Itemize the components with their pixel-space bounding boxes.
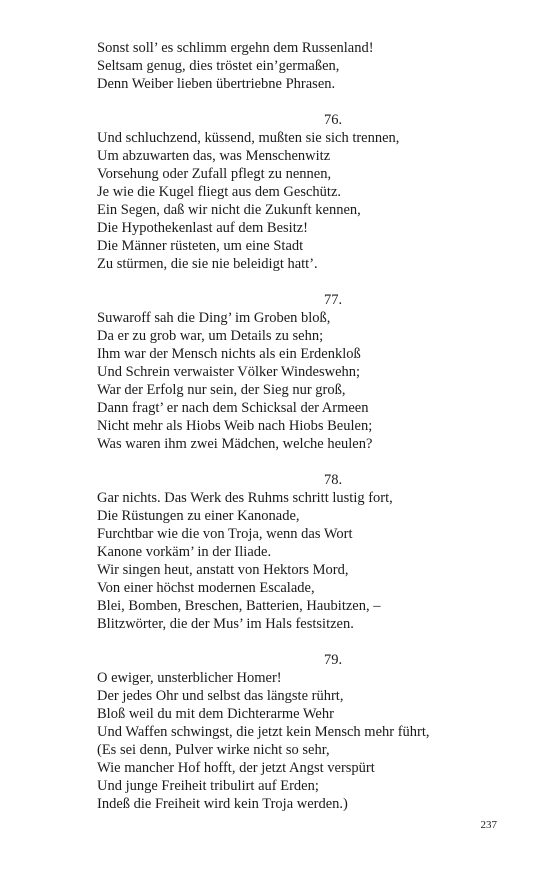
- verse-line: Je wie die Kugel fliegt aus dem Geschütz.: [97, 184, 342, 200]
- verse-line: Furchtbar wie die von Troja, wenn das Wort: [97, 526, 353, 542]
- verse-line: Ein Segen, daß wir nicht die Zukunft kennen,: [97, 202, 361, 218]
- verse-line: Dann fragt’ er nach dem Schicksal der Armeen: [97, 400, 369, 416]
- verse-line: Vorsehung oder Zufall pflegt zu nennen,: [97, 166, 332, 182]
- verse-line: Um abzuwarten das, was Menschenwitz: [97, 148, 331, 164]
- verse-line: Nicht mehr als Hiobs Weib nach Hiobs Beulen;: [97, 418, 373, 434]
- stanza-77: [97, 291, 517, 453]
- stanza-79: [97, 651, 517, 813]
- verse-line: Die Rüstungen zu einer Kanonade,: [97, 508, 300, 524]
- stanza-number: 76.: [323, 112, 343, 128]
- page-number: 237: [480, 819, 497, 831]
- verse-line: Blei, Bomben, Breschen, Batterien, Haubitzen, –: [97, 598, 381, 614]
- verse-line: Zu stürmen, die sie nie beleidigt hatt’.: [97, 256, 318, 272]
- verse-line: Seltsam genug, dies tröstet ein’germaßen,: [97, 58, 340, 74]
- poem-page: [97, 39, 517, 831]
- verse-line: O ewiger, unsterblicher Homer!: [97, 670, 282, 686]
- verse-line: Kanone vorkäm’ in der Iliade.: [97, 544, 272, 560]
- verse-line: Und junge Freiheit tribulirt auf Erden;: [97, 778, 319, 794]
- verse-line: Wir singen heut, anstatt von Hektors Mord,: [97, 562, 349, 578]
- verse-line: Und Schrein verwaister Völker Windeswehn;: [97, 364, 361, 380]
- verse-line: Von einer höchst modernen Escalade,: [97, 580, 315, 596]
- verse-line: Suwaroff sah die Ding’ im Groben bloß,: [97, 310, 331, 326]
- verse-line: (Es sei denn, Pulver wirke nicht so sehr,: [97, 742, 330, 758]
- verse-line: Ihm war der Mensch nichts als ein Erdenkloß: [97, 346, 361, 362]
- verse-line: War der Erfolg nur sein, der Sieg nur groß,: [97, 382, 346, 398]
- stanza-opening: [97, 39, 517, 93]
- verse-line: Die Männer rüsteten, um eine Stadt: [97, 238, 304, 254]
- stanza-number: 78.: [323, 472, 343, 488]
- verse-line: Was waren ihm zwei Mädchen, welche heulen?: [97, 436, 373, 452]
- stanza-number: 79.: [323, 652, 343, 668]
- verse-line: Gar nichts. Das Werk des Ruhms schritt lustig fort,: [97, 490, 393, 506]
- verse-line: Denn Weiber lieben übertriebne Phrasen.: [97, 76, 336, 92]
- verse-line: Der jedes Ohr und selbst das längste rührt,: [97, 688, 344, 704]
- verse-line: Wie mancher Hof hofft, der jetzt Angst verspürt: [97, 760, 375, 776]
- verse-line: Blitzwörter, die der Mus’ im Hals festsitzen.: [97, 616, 354, 632]
- verse-line: Indeß die Freiheit wird kein Troja werden.): [97, 796, 348, 812]
- verse-line: Da er zu grob war, um Details zu sehn;: [97, 328, 324, 344]
- stanza-78: [97, 471, 517, 633]
- verse-line: Sonst soll’ es schlimm ergehn dem Russenland!: [97, 40, 374, 56]
- stanza-number: 77.: [323, 292, 343, 308]
- verse-line: Und schluchzend, küssend, mußten sie sich trennen,: [97, 130, 400, 146]
- verse-line: Und Waffen schwingst, die jetzt kein Mensch mehr führt,: [97, 724, 430, 740]
- verse-line: Die Hypothekenlast auf dem Besitz!: [97, 220, 308, 236]
- verse-line: Bloß weil du mit dem Dichterarme Wehr: [97, 706, 334, 722]
- stanza-76: [97, 111, 517, 273]
